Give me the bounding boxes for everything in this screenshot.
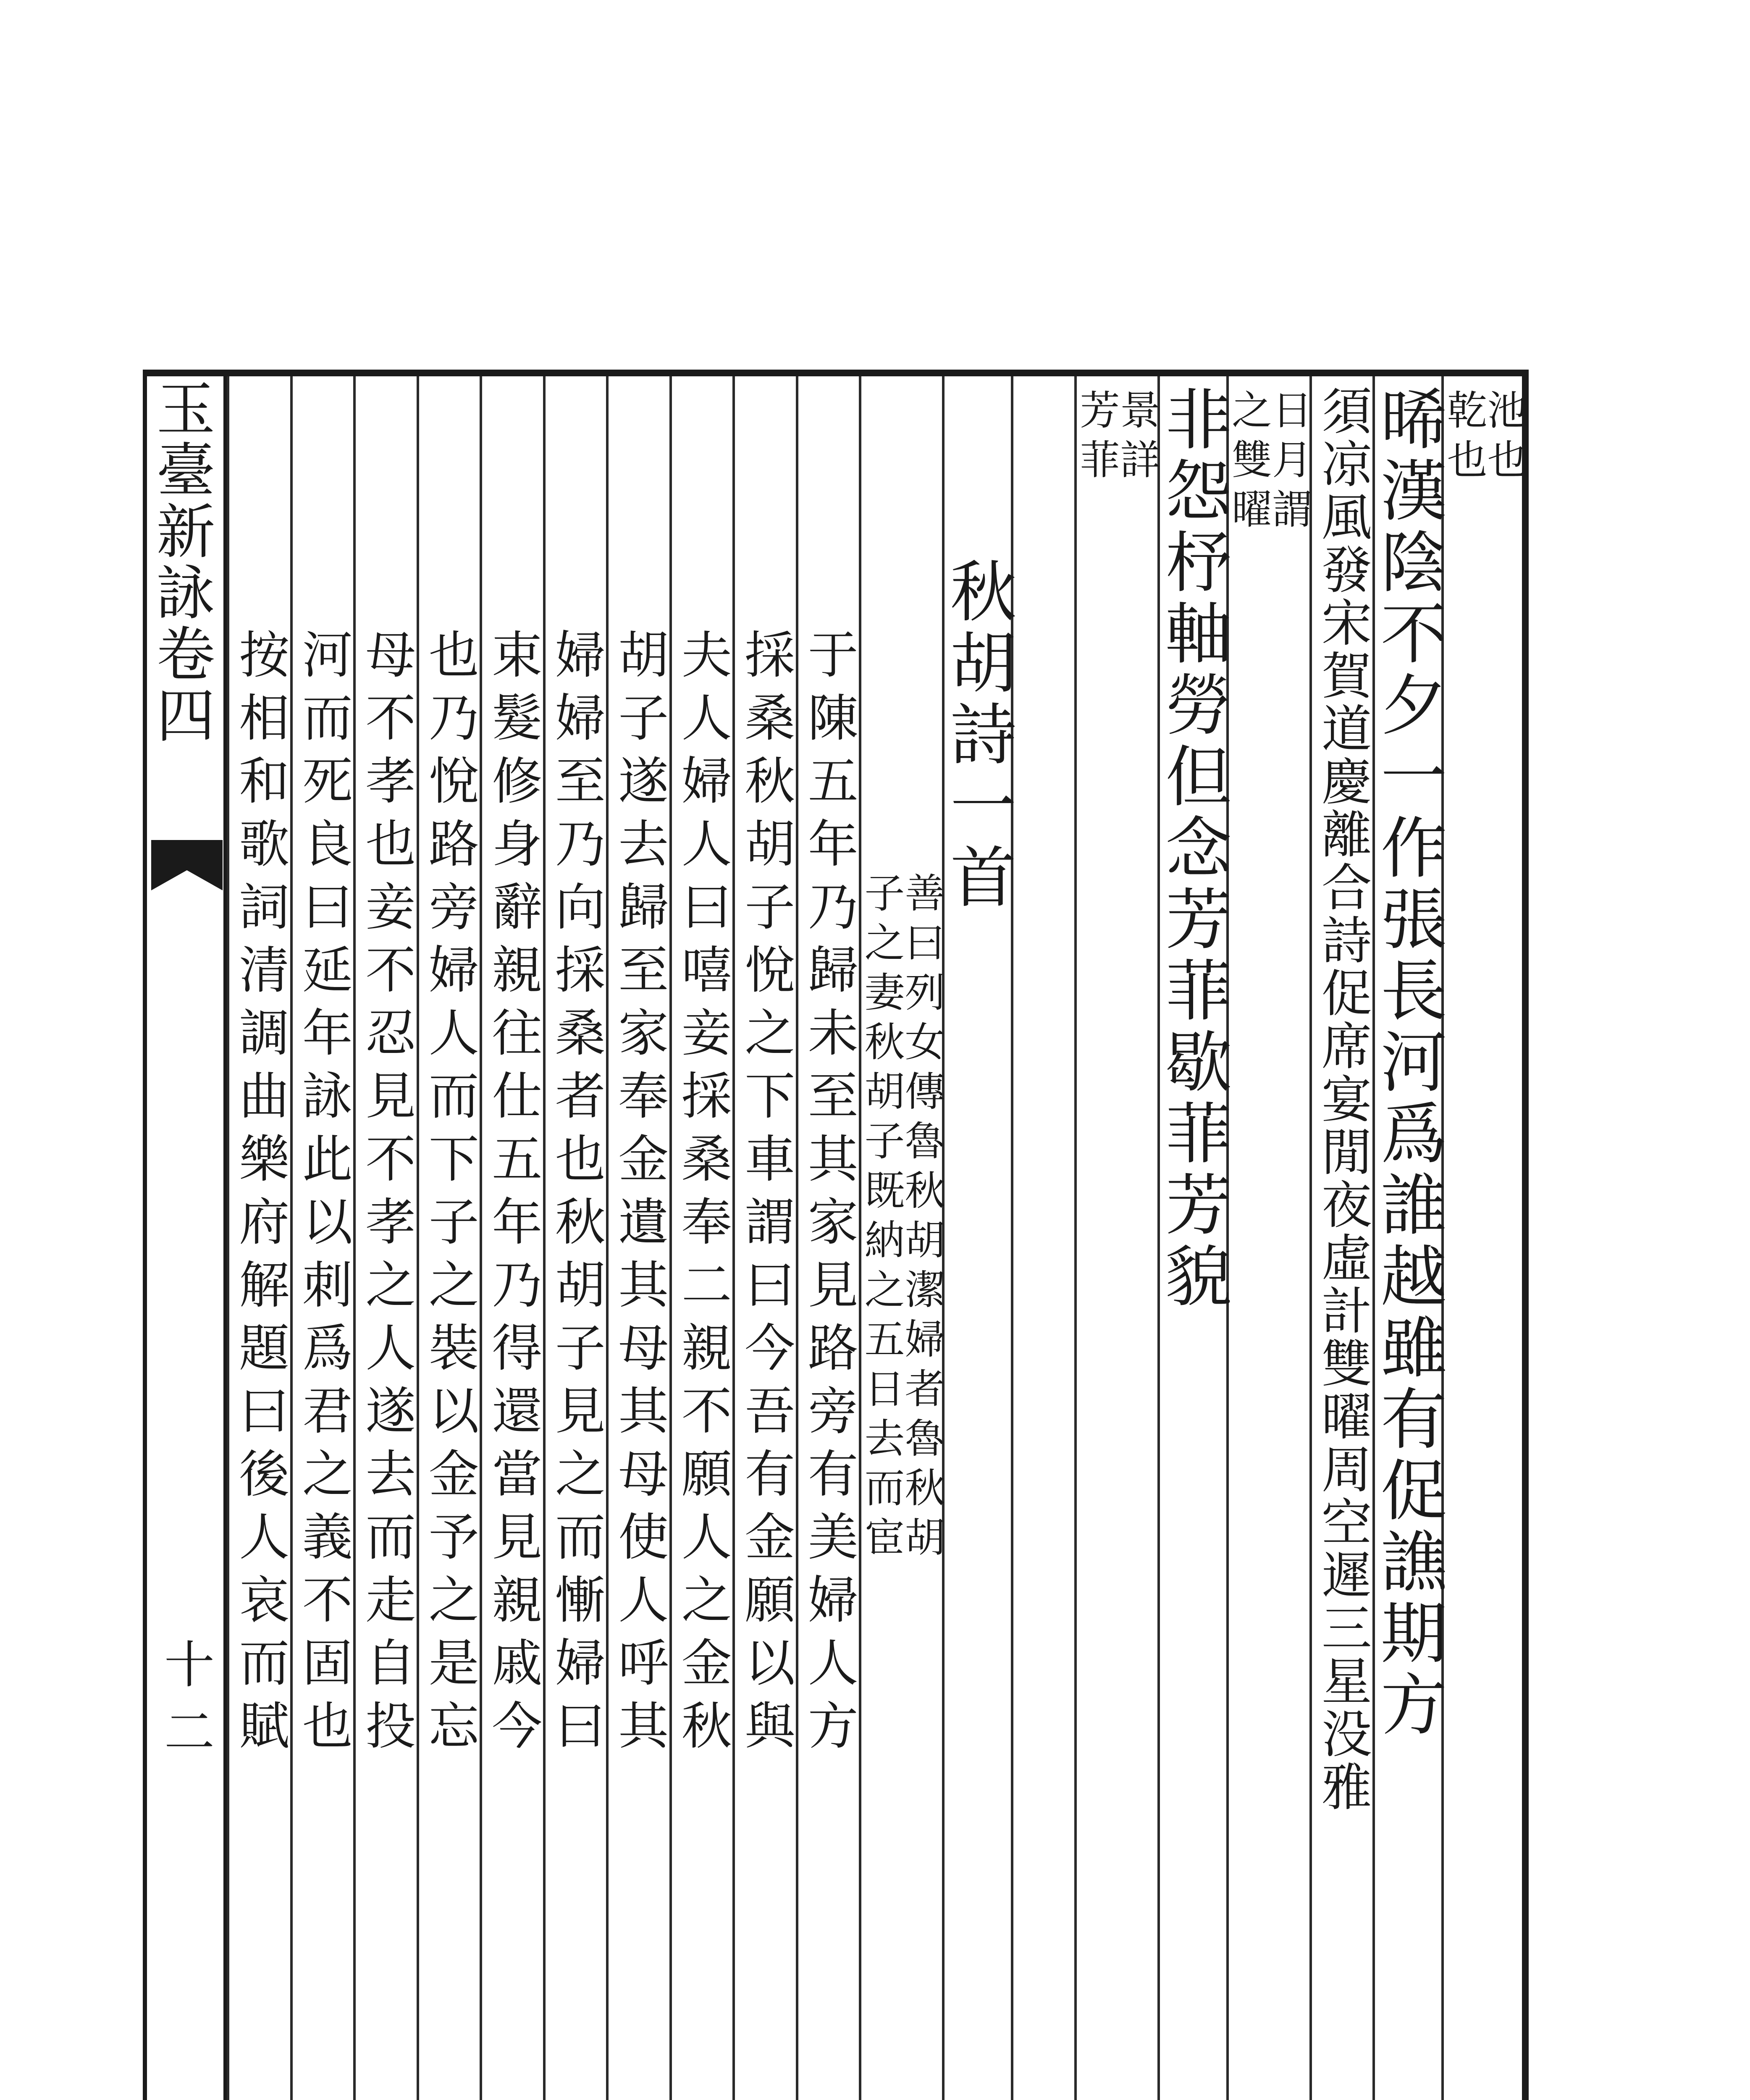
annotation-pair [1225, 376, 1313, 2100]
poem-line: 晞漢陰不夕一作張長河爲誰越雖有促譙期方 [1370, 385, 1447, 1741]
annotation-right: 善曰列女傳魯秋胡潔婦者魯秋胡 [898, 872, 945, 1566]
text-column [1011, 376, 1074, 2100]
annotation-pair [858, 376, 945, 2100]
poem-line: 非怨杼軸勞但念芳菲歇菲芳貌 [1154, 385, 1232, 1313]
book-title: 玉臺新詠卷四 [147, 378, 215, 746]
page-number: 十二 [156, 1638, 214, 1772]
text-column [543, 376, 606, 2100]
commentary-line: 也乃悅路旁婦人而下子之裝以金予之是忘 [420, 628, 479, 1762]
text-column [290, 376, 354, 2100]
annotation-left: 芳菲 [1073, 389, 1120, 488]
annotation-pair [1440, 376, 1528, 2100]
text-column [417, 376, 480, 2100]
text-columns [227, 376, 1528, 2100]
text-column [732, 376, 796, 2100]
annotation-left: 子之妻秋胡子既納之五日去而宦 [858, 872, 905, 1566]
text-column [480, 376, 543, 2100]
text-column [1440, 376, 1528, 2100]
commentary-line: 按相和歌詞清調曲樂府解題曰後人哀而賦 [231, 628, 289, 1762]
commentary-line: 夫人婦人曰嘻妾採桑奉二親不願人之金秋 [673, 628, 732, 1762]
text-column [796, 376, 859, 2100]
text-column [227, 376, 290, 2100]
commentary-line: 束髮修身辭親往仕五年乃得還當見親戚今 [483, 628, 542, 1762]
text-column [606, 376, 669, 2100]
commentary-line: 採桑秋胡子悅之下車謂曰今吾有金願以與 [736, 628, 795, 1762]
poem-line: 須凉風發宋賀道慶離合詩促席宴閒夜虛計雙曜周空遲三星没雅 [1313, 385, 1372, 1814]
text-column [858, 376, 945, 2100]
poem-title: 秋胡詩一首 [939, 557, 1016, 914]
text-column [669, 376, 733, 2100]
annotation-right: 景詳 [1113, 389, 1161, 488]
annotation-left: 乾也 [1440, 389, 1488, 488]
text-column [1154, 376, 1232, 2100]
annotation-left: 之雙曜 [1225, 389, 1272, 538]
text-column [1309, 376, 1373, 2100]
text-column [1370, 376, 1447, 2100]
commentary-line: 胡子遂去歸至家奉金遺其母其母使人呼其 [610, 628, 669, 1762]
annotation-pair [1073, 376, 1161, 2100]
annotation-right: 日月謂 [1265, 389, 1313, 538]
text-column [1073, 376, 1161, 2100]
commentary-line: 婦婦至乃向採桑者也秋胡子見之而慚婦曰 [546, 628, 605, 1762]
commentary-line: 母不孝也妾不忍見不孝之人遂去而走自投 [357, 628, 416, 1762]
text-column [939, 376, 1016, 2100]
annotation-right: 池也 [1481, 389, 1528, 488]
commentary-line: 于陳五年乃歸未至其家見路旁有美婦人方 [799, 628, 858, 1762]
text-column [353, 376, 417, 2100]
commentary-line: 河而死良曰延年詠此以刺爲君之義不固也 [294, 628, 352, 1762]
text-column [1225, 376, 1313, 2100]
